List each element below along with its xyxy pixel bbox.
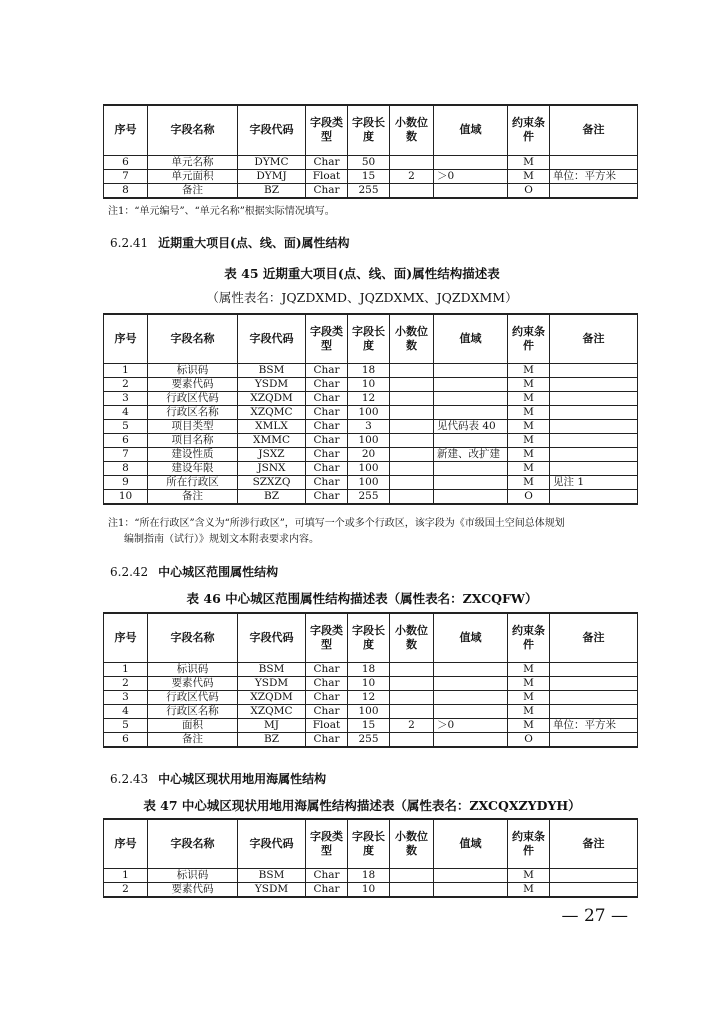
- table-row: [104, 732, 638, 747]
- cell-field-code: BZ: [238, 489, 306, 504]
- cell-remark: [550, 676, 638, 690]
- cell-field-length: 18: [348, 363, 390, 377]
- cell-constraint: M: [508, 405, 550, 419]
- page-number: — 27 —: [561, 906, 628, 926]
- cell-remark: 单位：平方米: [550, 718, 638, 732]
- cell-domain: [434, 662, 508, 676]
- cell-field-code: XZQMC: [238, 405, 306, 419]
- cell-decimals: [390, 475, 434, 489]
- header-field-type: 字段类型: [306, 819, 348, 868]
- header-field-type: 字段类型: [306, 613, 348, 662]
- cell-remark: [550, 732, 638, 747]
- cell-field-code: MJ: [238, 718, 306, 732]
- cell-decimals: [390, 447, 434, 461]
- cell-decimals: [390, 391, 434, 405]
- cell-field-type: Char: [306, 377, 348, 391]
- cell-field-length: 15: [348, 718, 390, 732]
- cell-field-length: 10: [348, 882, 390, 897]
- header-remark: 备注: [550, 819, 638, 868]
- cell-field-code: JSXZ: [238, 447, 306, 461]
- cell-remark: [550, 704, 638, 718]
- table-45: [103, 313, 638, 505]
- cell-domain: 新建、改扩建: [434, 447, 508, 461]
- cell-field-type: Char: [306, 405, 348, 419]
- cell-constraint: O: [508, 489, 550, 504]
- section-number: 6.2.42: [110, 565, 149, 579]
- cell-constraint: M: [508, 377, 550, 391]
- section-title: 中心城区现状用地用海属性结构: [158, 772, 327, 786]
- header-field-type: 字段类型: [306, 105, 348, 155]
- cell-seq: 10: [104, 489, 148, 504]
- note-44: 注1：“单元编号”、“单元名称”根据实际情况填写。: [108, 206, 335, 217]
- cell-field-name: 要素代码: [148, 676, 238, 690]
- header-field-length: 字段长度: [348, 105, 390, 155]
- section-6-2-41: [110, 234, 350, 251]
- header-field-length: 字段长度: [348, 314, 390, 363]
- cell-domain: [434, 183, 508, 198]
- cell-field-length: 255: [348, 489, 390, 504]
- cell-field-type: Char: [306, 662, 348, 676]
- cell-seq: 4: [104, 405, 148, 419]
- cell-remark: [550, 419, 638, 433]
- cell-field-type: Char: [306, 704, 348, 718]
- header-field-code: 字段代码: [238, 105, 306, 155]
- table-row: [104, 489, 638, 504]
- header-constraint: 约束条件: [508, 314, 550, 363]
- cell-domain: [434, 868, 508, 882]
- cell-field-type: Char: [306, 676, 348, 690]
- cell-field-length: 100: [348, 405, 390, 419]
- cell-field-code: DYMC: [238, 155, 306, 169]
- table-row: [104, 461, 638, 475]
- cell-field-code: BSM: [238, 662, 306, 676]
- cell-constraint: M: [508, 461, 550, 475]
- cell-field-length: 10: [348, 676, 390, 690]
- table-row: [104, 363, 638, 377]
- cell-domain: ＞0: [434, 169, 508, 183]
- cell-field-code: BZ: [238, 732, 306, 747]
- header-decimals: 小数位数: [390, 819, 434, 868]
- cell-constraint: M: [508, 391, 550, 405]
- cell-field-type: Char: [306, 183, 348, 198]
- cell-field-length: 100: [348, 704, 390, 718]
- cell-domain: [434, 676, 508, 690]
- cell-decimals: [390, 704, 434, 718]
- cell-domain: [434, 155, 508, 169]
- cell-field-name: 项目类型: [148, 419, 238, 433]
- table-row: [104, 433, 638, 447]
- table-row: [104, 155, 638, 169]
- cell-constraint: M: [508, 363, 550, 377]
- cell-constraint: M: [508, 662, 550, 676]
- note-45-line-1: 注1：“所在行政区”含义为“所涉行政区”，可填写一个或多个行政区，该字段为《市级国土空间总体规划: [108, 518, 565, 529]
- table-45-subcaption: （属性表名：JQZDXMD、JQZDXMX、JQZDXMM）: [206, 290, 518, 305]
- table-46-caption: 表 46 中心城区范围属性结构描述表（属性表名：ZXCQFW）: [186, 591, 538, 606]
- header-remark: 备注: [550, 314, 638, 363]
- cell-domain: [434, 433, 508, 447]
- cell-seq: 1: [104, 363, 148, 377]
- section-title: 近期重大项目(点、线、面)属性结构: [158, 236, 350, 250]
- cell-field-name: 建设年限: [148, 461, 238, 475]
- cell-field-type: Char: [306, 868, 348, 882]
- cell-field-code: XZQMC: [238, 704, 306, 718]
- cell-seq: 1: [104, 662, 148, 676]
- cell-field-name: 标识码: [148, 363, 238, 377]
- cell-domain: [434, 391, 508, 405]
- header-field-type: 字段类型: [306, 314, 348, 363]
- cell-decimals: [390, 662, 434, 676]
- cell-remark: [550, 489, 638, 504]
- cell-decimals: 2: [390, 718, 434, 732]
- cell-constraint: O: [508, 732, 550, 747]
- cell-field-length: 3: [348, 419, 390, 433]
- cell-field-code: DYMJ: [238, 169, 306, 183]
- header-constraint: 约束条件: [508, 105, 550, 155]
- cell-constraint: M: [508, 690, 550, 704]
- cell-field-name: 单元面积: [148, 169, 238, 183]
- cell-domain: [434, 363, 508, 377]
- cell-decimals: [390, 433, 434, 447]
- cell-domain: [434, 704, 508, 718]
- cell-constraint: M: [508, 868, 550, 882]
- cell-seq: 5: [104, 718, 148, 732]
- cell-constraint: M: [508, 676, 550, 690]
- cell-field-type: Char: [306, 882, 348, 897]
- cell-field-type: Float: [306, 169, 348, 183]
- cell-field-length: 15: [348, 169, 390, 183]
- header-field-length: 字段长度: [348, 613, 390, 662]
- cell-field-type: Char: [306, 690, 348, 704]
- cell-domain: [434, 461, 508, 475]
- table-45-caption: 表 45 近期重大项目(点、线、面)属性结构描述表: [224, 266, 500, 281]
- cell-field-name: 标识码: [148, 868, 238, 882]
- cell-constraint: M: [508, 419, 550, 433]
- table-row: [104, 718, 638, 732]
- header-field-name: 字段名称: [148, 314, 238, 363]
- cell-seq: 8: [104, 183, 148, 198]
- cell-remark: [550, 183, 638, 198]
- cell-decimals: [390, 676, 434, 690]
- cell-field-type: Char: [306, 155, 348, 169]
- cell-field-name: 项目名称: [148, 433, 238, 447]
- cell-field-name: 备注: [148, 732, 238, 747]
- section-6-2-43: [110, 770, 326, 787]
- cell-field-code: YSDM: [238, 676, 306, 690]
- cell-field-length: 12: [348, 391, 390, 405]
- header-seq: 序号: [104, 613, 148, 662]
- table-row: [104, 662, 638, 676]
- cell-field-code: YSDM: [238, 377, 306, 391]
- cell-field-length: 12: [348, 690, 390, 704]
- cell-decimals: [390, 690, 434, 704]
- cell-field-type: Float: [306, 718, 348, 732]
- cell-field-name: 面积: [148, 718, 238, 732]
- header-constraint: 约束条件: [508, 613, 550, 662]
- table-row: [104, 704, 638, 718]
- cell-decimals: [390, 363, 434, 377]
- cell-domain: [434, 732, 508, 747]
- cell-decimals: 2: [390, 169, 434, 183]
- header-field-code: 字段代码: [238, 314, 306, 363]
- cell-constraint: M: [508, 718, 550, 732]
- cell-field-name: 建设性质: [148, 447, 238, 461]
- cell-field-length: 20: [348, 447, 390, 461]
- header-seq: 序号: [104, 819, 148, 868]
- cell-remark: [550, 882, 638, 897]
- cell-field-length: 255: [348, 732, 390, 747]
- table-row: [104, 447, 638, 461]
- cell-field-type: Char: [306, 433, 348, 447]
- cell-constraint: M: [508, 475, 550, 489]
- cell-field-code: YSDM: [238, 882, 306, 897]
- table-row: [104, 377, 638, 391]
- table-row: [104, 169, 638, 183]
- cell-field-type: Char: [306, 419, 348, 433]
- cell-seq: 3: [104, 391, 148, 405]
- cell-domain: [434, 690, 508, 704]
- header-seq: 序号: [104, 105, 148, 155]
- table-row: [104, 183, 638, 198]
- cell-constraint: M: [508, 882, 550, 897]
- header-remark: 备注: [550, 613, 638, 662]
- cell-seq: 4: [104, 704, 148, 718]
- cell-field-type: Char: [306, 489, 348, 504]
- header-field-code: 字段代码: [238, 819, 306, 868]
- header-field-name: 字段名称: [148, 819, 238, 868]
- table-row: [104, 868, 638, 882]
- cell-seq: 3: [104, 690, 148, 704]
- cell-remark: 单位：平方米: [550, 169, 638, 183]
- cell-decimals: [390, 155, 434, 169]
- cell-field-code: JSNX: [238, 461, 306, 475]
- cell-field-code: XMLX: [238, 419, 306, 433]
- cell-constraint: M: [508, 433, 550, 447]
- cell-domain: [434, 405, 508, 419]
- cell-seq: 7: [104, 169, 148, 183]
- cell-constraint: M: [508, 447, 550, 461]
- cell-seq: 2: [104, 377, 148, 391]
- cell-decimals: [390, 461, 434, 475]
- cell-field-code: BSM: [238, 363, 306, 377]
- cell-field-name: 单元名称: [148, 155, 238, 169]
- cell-constraint: M: [508, 155, 550, 169]
- cell-constraint: M: [508, 169, 550, 183]
- cell-field-type: Char: [306, 461, 348, 475]
- cell-seq: 1: [104, 868, 148, 882]
- cell-remark: 见注 1: [550, 475, 638, 489]
- cell-domain: [434, 377, 508, 391]
- header-decimals: 小数位数: [390, 613, 434, 662]
- cell-remark: [550, 405, 638, 419]
- cell-field-name: 行政区代码: [148, 690, 238, 704]
- cell-seq: 5: [104, 419, 148, 433]
- table-row: [104, 475, 638, 489]
- cell-domain: [434, 489, 508, 504]
- header-domain: 值域: [434, 314, 508, 363]
- section-number: 6.2.43: [110, 772, 149, 786]
- note-45-line-2: 编制指南（试行）》规划文本附表要求内容。: [124, 534, 319, 545]
- cell-field-name: 行政区名称: [148, 704, 238, 718]
- cell-field-code: BSM: [238, 868, 306, 882]
- cell-field-length: 18: [348, 868, 390, 882]
- cell-field-type: Char: [306, 363, 348, 377]
- cell-remark: [550, 868, 638, 882]
- header-domain: 值域: [434, 819, 508, 868]
- table-47: [103, 818, 638, 898]
- table-row: [104, 419, 638, 433]
- cell-field-length: 50: [348, 155, 390, 169]
- cell-decimals: [390, 419, 434, 433]
- cell-seq: 8: [104, 461, 148, 475]
- cell-remark: [550, 391, 638, 405]
- cell-decimals: [390, 405, 434, 419]
- header-decimals: 小数位数: [390, 105, 434, 155]
- cell-seq: 6: [104, 155, 148, 169]
- cell-constraint: O: [508, 183, 550, 198]
- cell-field-length: 255: [348, 183, 390, 198]
- table-47-caption: 表 47 中心城区现状用地用海属性结构描述表（属性表名：ZXCQXZYDYH）: [143, 798, 581, 813]
- cell-field-code: BZ: [238, 183, 306, 198]
- table-44-continued: [103, 104, 638, 199]
- cell-constraint: M: [508, 704, 550, 718]
- header-field-length: 字段长度: [348, 819, 390, 868]
- header-field-code: 字段代码: [238, 613, 306, 662]
- table-46: [103, 612, 638, 748]
- table-row: [104, 676, 638, 690]
- header-decimals: 小数位数: [390, 314, 434, 363]
- header-seq: 序号: [104, 314, 148, 363]
- cell-field-name: 行政区名称: [148, 405, 238, 419]
- cell-remark: [550, 662, 638, 676]
- cell-remark: [550, 377, 638, 391]
- section-title: 中心城区范围属性结构: [158, 565, 279, 579]
- cell-remark: [550, 461, 638, 475]
- cell-seq: 6: [104, 433, 148, 447]
- cell-decimals: [390, 868, 434, 882]
- cell-decimals: [390, 732, 434, 747]
- header-domain: 值域: [434, 105, 508, 155]
- cell-domain: [434, 882, 508, 897]
- table-row: [104, 405, 638, 419]
- cell-field-name: 标识码: [148, 662, 238, 676]
- cell-field-name: 备注: [148, 489, 238, 504]
- cell-decimals: [390, 183, 434, 198]
- header-domain: 值域: [434, 613, 508, 662]
- cell-decimals: [390, 489, 434, 504]
- cell-field-type: Char: [306, 732, 348, 747]
- cell-seq: 2: [104, 676, 148, 690]
- header-remark: 备注: [550, 105, 638, 155]
- cell-field-code: XZQDM: [238, 391, 306, 405]
- cell-field-length: 100: [348, 461, 390, 475]
- section-number: 6.2.41: [110, 236, 149, 250]
- cell-field-name: 备注: [148, 183, 238, 198]
- cell-seq: 9: [104, 475, 148, 489]
- cell-field-code: SZXZQ: [238, 475, 306, 489]
- cell-field-type: Char: [306, 475, 348, 489]
- table-row: [104, 690, 638, 704]
- table-row: [104, 882, 638, 897]
- cell-field-length: 10: [348, 377, 390, 391]
- cell-field-length: 100: [348, 475, 390, 489]
- cell-field-name: 要素代码: [148, 377, 238, 391]
- cell-field-type: Char: [306, 391, 348, 405]
- cell-field-length: 18: [348, 662, 390, 676]
- cell-domain: [434, 475, 508, 489]
- cell-field-code: XMMC: [238, 433, 306, 447]
- cell-remark: [550, 363, 638, 377]
- cell-field-name: 所在行政区: [148, 475, 238, 489]
- cell-field-name: 行政区代码: [148, 391, 238, 405]
- header-field-name: 字段名称: [148, 105, 238, 155]
- cell-field-code: XZQDM: [238, 690, 306, 704]
- cell-seq: 7: [104, 447, 148, 461]
- header-constraint: 约束条件: [508, 819, 550, 868]
- table-row: [104, 391, 638, 405]
- cell-domain: 见代码表 40: [434, 419, 508, 433]
- cell-field-length: 100: [348, 433, 390, 447]
- note-45: [108, 516, 638, 548]
- cell-decimals: [390, 377, 434, 391]
- cell-remark: [550, 433, 638, 447]
- header-field-name: 字段名称: [148, 613, 238, 662]
- cell-field-name: 要素代码: [148, 882, 238, 897]
- cell-seq: 6: [104, 732, 148, 747]
- cell-decimals: [390, 882, 434, 897]
- cell-field-type: Char: [306, 447, 348, 461]
- section-6-2-42: [110, 563, 278, 580]
- cell-remark: [550, 447, 638, 461]
- cell-seq: 2: [104, 882, 148, 897]
- cell-remark: [550, 155, 638, 169]
- cell-remark: [550, 690, 638, 704]
- cell-domain: ＞0: [434, 718, 508, 732]
